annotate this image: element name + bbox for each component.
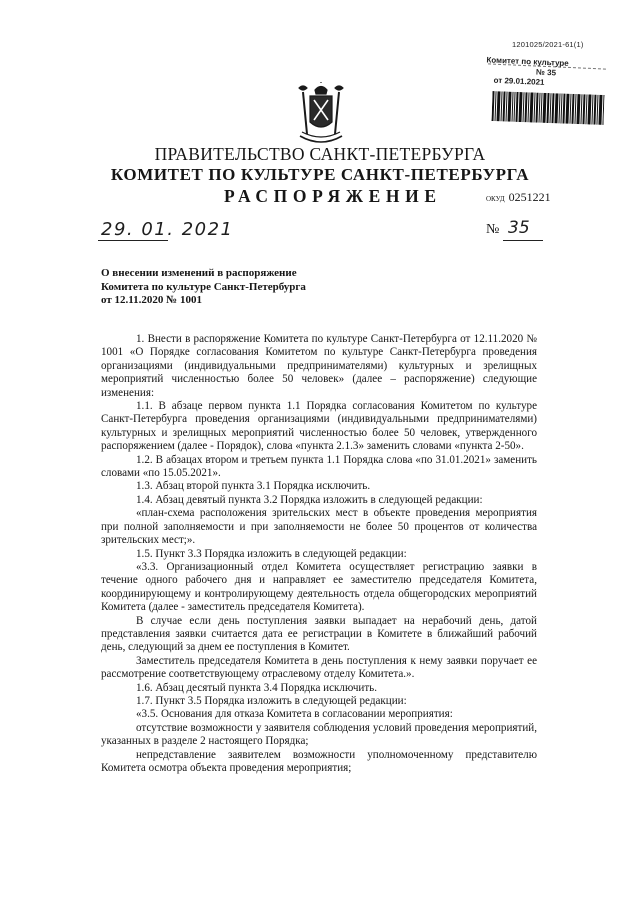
paragraph: 1.6. Абзац десятый пункта 3.4 Порядка исключить. (136, 681, 378, 694)
paragraph: Заместитель председателя Комитета в день поступления к нему заявки поручает ее рассмотрение соответствующему отраслевому отделу Комитета.». (101, 654, 537, 681)
date-underline (98, 240, 168, 241)
paragraph: 1.7. Пункт 3.5 Порядка изложить в следующей редакции: (136, 694, 407, 707)
okud-code: 0251221 (508, 190, 551, 204)
stamp-date: от 29.01.2021 (493, 75, 545, 87)
paragraph: В случае если день поступления заявки выпадает на нерабочий день, датой представления заявки считается дата ее регистрации в Комитете в ближайший рабочий день, следующий за днем ее поступления в Комитет. (101, 614, 537, 654)
number-label: № (486, 222, 500, 237)
committee-heading: КОМИТЕТ ПО КУЛЬТУРЕ САНКТ-ПЕТЕРБУРГА (110, 165, 530, 184)
subject-line: Комитета по культуре Санкт-Петербурга (101, 280, 306, 293)
paragraph: непредставление заявителем возможности уполномоченному представителю Комитета осмотра объекта проведения мероприятия; (101, 748, 537, 774)
stamp-number: № 35 (535, 67, 557, 78)
document-body (101, 333, 537, 775)
paragraph: 1.5. Пункт 3.3 Порядка изложить в следующей редакции: (136, 547, 407, 560)
barcode-icon (492, 91, 605, 125)
okud-label: ОКУД (486, 195, 505, 203)
registration-stamp (485, 55, 606, 90)
okud-block (486, 190, 551, 205)
document-type-title: РАСПОРЯЖЕНИЕ (224, 186, 442, 206)
paragraph: 1. Внести в распоряжение Комитета по культуре Санкт-Петербурга от 12.11.2020 № 1001 «О Порядке согласования Комитетом по культуре Санкт-Петербурга проведения организациями (индивидуальными предпринимателями) культурных и зрелищных мероприятий численностью более 50 человек» (далее – распоряжение) следующие изменения: (101, 333, 537, 399)
document-subject (101, 267, 306, 308)
registry-code: 1201025/2021-61(1) (512, 40, 584, 49)
coat-of-arms-icon (294, 82, 348, 146)
government-heading: ПРАВИТЕЛЬСТВО САНКТ-ПЕТЕРБУРГА (154, 144, 486, 164)
paragraph: «3.5. Основания для отказа Комитета в согласовании мероприятия: (136, 708, 453, 721)
number-underline (503, 240, 543, 241)
handwritten-number: 35 (508, 218, 530, 238)
subject-line: О внесении изменений в распоряжение (101, 267, 297, 279)
paragraph: 1.4. Абзац девятый пункта 3.2 Порядка изложить в следующей редакции: (136, 493, 483, 506)
handwritten-date: 29. 01. 2021 (101, 219, 234, 240)
paragraph: «план-схема расположения зрительских мест в объекте проведения мероприятия при полной заполняемости и при заполняемости не более 50 процентов от количества зрительских мест;». (101, 507, 537, 547)
paragraph: 1.1. В абзаце первом пункта 1.1 Порядка согласования Комитетом по культуре Санкт-Петербурга проведения организациями (индивидуальными предпринимателями) культурных и зрелищных мероприятий численностью более 50 человек, утвержденного распоряжением (далее - Порядок), слова «пункта 2.1.3» заменить словами «пункта 2-50». (101, 400, 537, 453)
paragraph: «3.3. Организационный отдел Комитета осуществляет регистрацию заявки в течение одного рабочего дня и направляет ее заместителю председателя Комитета, координирующему и контролирующему деятельность отдела общегородских мероприятий Комитета (далее - заместитель председателя Комитета). (101, 560, 537, 614)
stamp-committee: Комитет по культуре (486, 55, 569, 68)
subject-line: от 12.11.2020 № 1001 (101, 294, 202, 306)
paragraph: отсутствие возможности у заявителя соблюдения условий проведения мероприятий, указанных в разделе 2 настоящего Порядка; (101, 721, 537, 748)
paragraph: 1.3. Абзац второй пункта 3.1 Порядка исключить. (136, 480, 371, 493)
paragraph: 1.2. В абзацах втором и третьем пункта 1.1 Порядка слова «по 31.01.2021» заменить словами «по 15.05.2021». (101, 453, 537, 480)
